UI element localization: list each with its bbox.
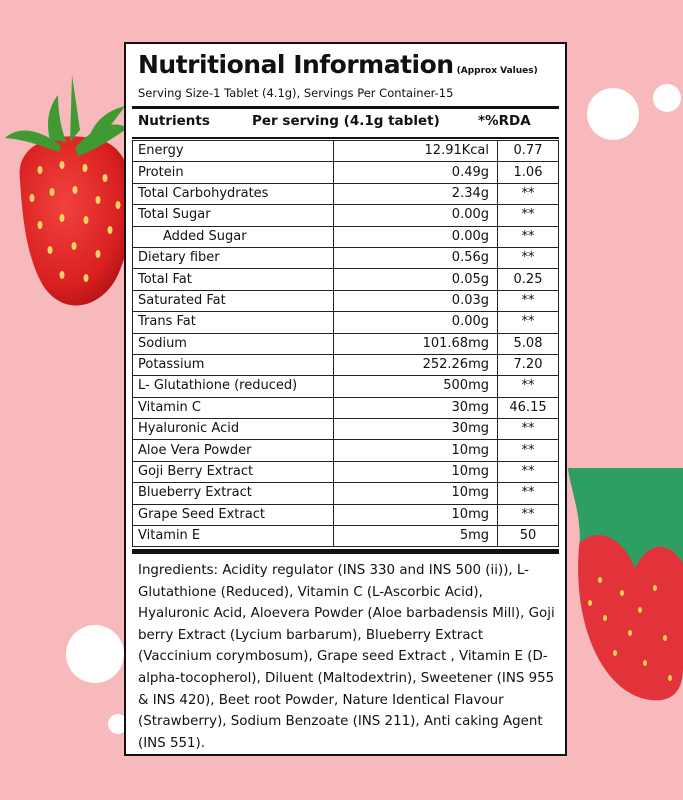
- table-row: [133, 461, 559, 482]
- nutrient-rda: **: [498, 183, 559, 204]
- nutrient-name: Vitamin E: [133, 526, 334, 547]
- nutrient-rda: 46.15: [498, 397, 559, 418]
- table-row: [133, 226, 559, 247]
- nutrient-rda: **: [498, 226, 559, 247]
- table-row: [133, 526, 559, 547]
- nutrient-rda: 0.77: [498, 141, 559, 162]
- nutrient-rda: **: [498, 461, 559, 482]
- nutrient-name: Protein: [133, 162, 334, 183]
- nutrient-rda: 7.20: [498, 354, 559, 375]
- nutrient-rda: **: [498, 290, 559, 311]
- table-row: [133, 162, 559, 183]
- divider: [132, 137, 559, 139]
- table-row: [133, 290, 559, 311]
- nutrient-rda: **: [498, 419, 559, 440]
- table-row: [133, 205, 559, 226]
- header-per-serving: Per serving (4.1g tablet): [252, 113, 440, 129]
- nutrient-name: Total Sugar: [133, 205, 334, 226]
- table-row: [133, 312, 559, 333]
- nutrient-name: Total Fat: [133, 269, 334, 290]
- table-row: [133, 376, 559, 397]
- nutrient-amount: 0.05g: [334, 269, 498, 290]
- nutrient-amount: 0.00g: [334, 205, 498, 226]
- table-row: [133, 247, 559, 268]
- nutrient-amount: 12.91Kcal: [334, 141, 498, 162]
- nutrient-name: Potassium: [133, 354, 334, 375]
- strawberry-photo-icon: [0, 70, 130, 330]
- table-row: [133, 504, 559, 525]
- nutrient-name: Aloe Vera Powder: [133, 440, 334, 461]
- nutrient-name: Saturated Fat: [133, 290, 334, 311]
- nutrient-name: Total Carbohydrates: [133, 183, 334, 204]
- divider: [132, 106, 559, 109]
- nutrient-amount: 10mg: [334, 440, 498, 461]
- nutrient-rda: 0.25: [498, 269, 559, 290]
- nutrient-rda: 1.06: [498, 162, 559, 183]
- nutrient-name: Dietary fiber: [133, 247, 334, 268]
- nutrient-name: Energy: [133, 141, 334, 162]
- decor-circle: [653, 84, 681, 112]
- title-row: [138, 50, 538, 79]
- nutrient-amount: 0.56g: [334, 247, 498, 268]
- nutrient-name: Blueberry Extract: [133, 483, 334, 504]
- table-row: [133, 269, 559, 290]
- nutrient-name: Added Sugar: [133, 226, 334, 247]
- nutrient-name: Goji Berry Extract: [133, 461, 334, 482]
- table-row: [133, 419, 559, 440]
- nutrient-amount: 0.03g: [334, 290, 498, 311]
- table-row: [133, 141, 559, 162]
- ingredients-text: Ingredients: Acidity regulator (INS 330 and INS 500 (ii)), L-Glutathione (Reduced), Vitamin C (L-Ascorbic Acid), Hyaluronic Acid, Aloevera Powder (Aloe barbadensis Mill), Goji berry Extract (Lycium barbarum), Blueberry Extract (Vaccinium corymbosum), Grape seed Extract , Vitamin E (D-alpha-tocopherol), Diluent (Maltodextrin), Sweetener (INS 955 & INS 420), Beet root Powder, Nature Identical Flavour (Strawberry), Sodium Benzoate (INS 211), Anti caking Agent (INS 551).: [138, 563, 555, 751]
- nutrient-amount: 5mg: [334, 526, 498, 547]
- nutrient-rda: **: [498, 376, 559, 397]
- nutrient-rda: **: [498, 205, 559, 226]
- serving-info: Serving Size-1 Tablet (4.1g), Servings Per Container-15: [138, 86, 454, 100]
- table-row: [133, 183, 559, 204]
- nutrient-amount: 2.34g: [334, 183, 498, 204]
- divider: [132, 549, 559, 554]
- nutrient-amount: 500mg: [334, 376, 498, 397]
- title-note: (Approx Values): [456, 66, 538, 76]
- strawberry-illustration-icon: [560, 468, 683, 708]
- nutrient-name: Vitamin C: [133, 397, 334, 418]
- nutrient-amount: 0.49g: [334, 162, 498, 183]
- table-header: [138, 113, 557, 135]
- nutrient-amount: 10mg: [334, 483, 498, 504]
- nutrient-amount: 0.00g: [334, 226, 498, 247]
- nutrient-rda: **: [498, 247, 559, 268]
- table-row: [133, 333, 559, 354]
- nutrient-rda: **: [498, 440, 559, 461]
- nutrient-name: Grape Seed Extract: [133, 504, 334, 525]
- nutrient-amount: 10mg: [334, 461, 498, 482]
- nutrient-rda: **: [498, 504, 559, 525]
- nutrient-amount: 30mg: [334, 419, 498, 440]
- table-row: [133, 397, 559, 418]
- nutrient-amount: 30mg: [334, 397, 498, 418]
- nutrient-amount: 101.68mg: [334, 333, 498, 354]
- table-row: [133, 440, 559, 461]
- page-title: Nutritional Information: [138, 50, 454, 79]
- nutrition-label: [124, 42, 567, 756]
- nutrient-amount: 0.00g: [334, 312, 498, 333]
- nutrient-rda: **: [498, 483, 559, 504]
- table-row: [133, 354, 559, 375]
- decor-circle: [66, 625, 124, 683]
- nutrition-table: [132, 140, 559, 547]
- header-nutrients: Nutrients: [138, 113, 210, 129]
- nutrient-name: Hyaluronic Acid: [133, 419, 334, 440]
- table-row: [133, 483, 559, 504]
- nutrient-name: Trans Fat: [133, 312, 334, 333]
- nutrient-name: L- Glutathione (reduced): [133, 376, 334, 397]
- nutrient-rda: **: [498, 312, 559, 333]
- decor-circle: [587, 88, 639, 140]
- nutrient-rda: 5.08: [498, 333, 559, 354]
- header-rda: *%RDA: [478, 113, 531, 129]
- nutrient-amount: 10mg: [334, 504, 498, 525]
- nutrient-rda: 50: [498, 526, 559, 547]
- nutrient-name: Sodium: [133, 333, 334, 354]
- nutrient-amount: 252.26mg: [334, 354, 498, 375]
